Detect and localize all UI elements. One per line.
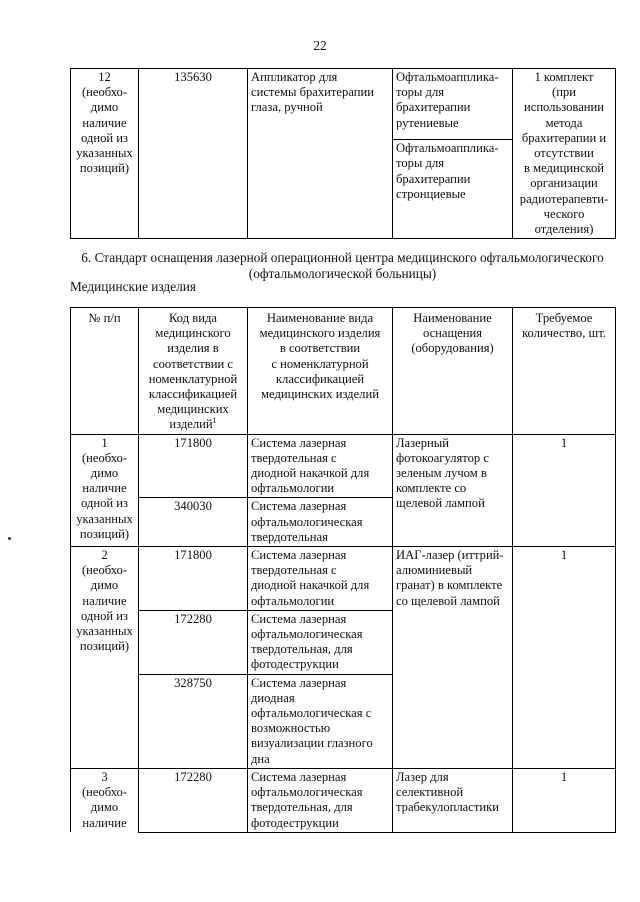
equipment-name-cell: Офтальмоапплика- торы для брахитерапии стронциевые	[393, 140, 513, 239]
page-number: 22	[313, 38, 327, 53]
quantity-cell: 1	[513, 768, 616, 832]
device-code-cell: 171800	[139, 434, 248, 498]
subsection-title: Медицинские изделия	[70, 279, 196, 294]
device-code-cell: 172280	[139, 768, 248, 832]
device-name-cell: Система лазерная офтальмологическая твердотельная, для фотодеструкции	[248, 768, 393, 832]
device-code-cell: 135630	[139, 69, 248, 239]
device-name-cell: Система лазерная твердотельная с диодной накачкой для офтальмологии	[248, 547, 393, 611]
device-name-cell: Аппликатор для системы брахитерапии глаза, ручной	[248, 69, 393, 239]
device-code-cell: 328750	[139, 674, 248, 768]
device-name-cell: Система лазерная офтальмологическая твердотельная, для фотодеструкции	[248, 610, 393, 674]
footnote-marker: 1	[212, 416, 217, 426]
device-code-cell: 171800	[139, 547, 248, 611]
device-code-cell: 340030	[139, 498, 248, 547]
equipment-name-cell: Лазер для селективной трабекулопластики	[393, 768, 513, 832]
device-name-cell: Система лазерная диодная офтальмологическая с возможностью визуализации глазного дна	[248, 674, 393, 768]
equipment-name-cell: ИАГ-лазер (иттрий- алюминиевый гранат) в комплекте со щелевой лампой	[393, 547, 513, 769]
device-name-cell: Система лазерная офтальмологическая твердотельная	[248, 498, 393, 547]
column-header-number: № п/п	[71, 308, 139, 435]
column-header-code	[139, 308, 248, 435]
column-header-device-name: Наименование вида медицинского изделия в соответствии с номенклатурной классификацией медицинских изделий	[248, 308, 393, 435]
row-number-cell: 2 (необхо- димо наличие одной из указанных позиций)	[71, 547, 139, 769]
row-number-cell: 12 (необхо- димо наличие одной из указанных позиций)	[71, 69, 139, 239]
column-header-quantity: Требуемое количество, шт.	[513, 308, 616, 435]
equipment-table-continued	[70, 68, 616, 239]
column-header-equipment: Наименование оснащения (оборудования)	[393, 308, 513, 435]
quantity-cell: 1	[513, 434, 616, 546]
equipment-name-cell: Лазерный фотокоагулятор с зеленым лучом в комплекте со щелевой лампой	[393, 434, 513, 546]
device-code-cell: 172280	[139, 610, 248, 674]
row-number-cell: 1 (необхо- димо наличие одной из указанных позиций)	[71, 434, 139, 546]
quantity-cell: 1	[513, 547, 616, 769]
scan-speck	[8, 537, 11, 540]
laser-room-equipment-table	[70, 307, 616, 833]
equipment-name-cell: Офтальмоапплика- торы для брахитерапии рутениевые	[393, 69, 513, 140]
column-header-code-text: Код вида медицинского изделия в соответствии с номенклатурной классификацией медицинских изделий	[148, 311, 238, 432]
section-title: 6. Стандарт оснащения лазерной операционной центра медицинского офтальмологического (офтальмологической больницы)	[81, 250, 604, 281]
row-number-cell: 3 (необхо- димо наличие	[71, 768, 139, 832]
device-name-cell: Система лазерная твердотельная с диодной накачкой для офтальмологии	[248, 434, 393, 498]
quantity-cell: 1 комплект (при использовании метода брахитерапии и отсутствии в медицинской организации радиотерапевти- ческого отделения)	[513, 69, 616, 239]
